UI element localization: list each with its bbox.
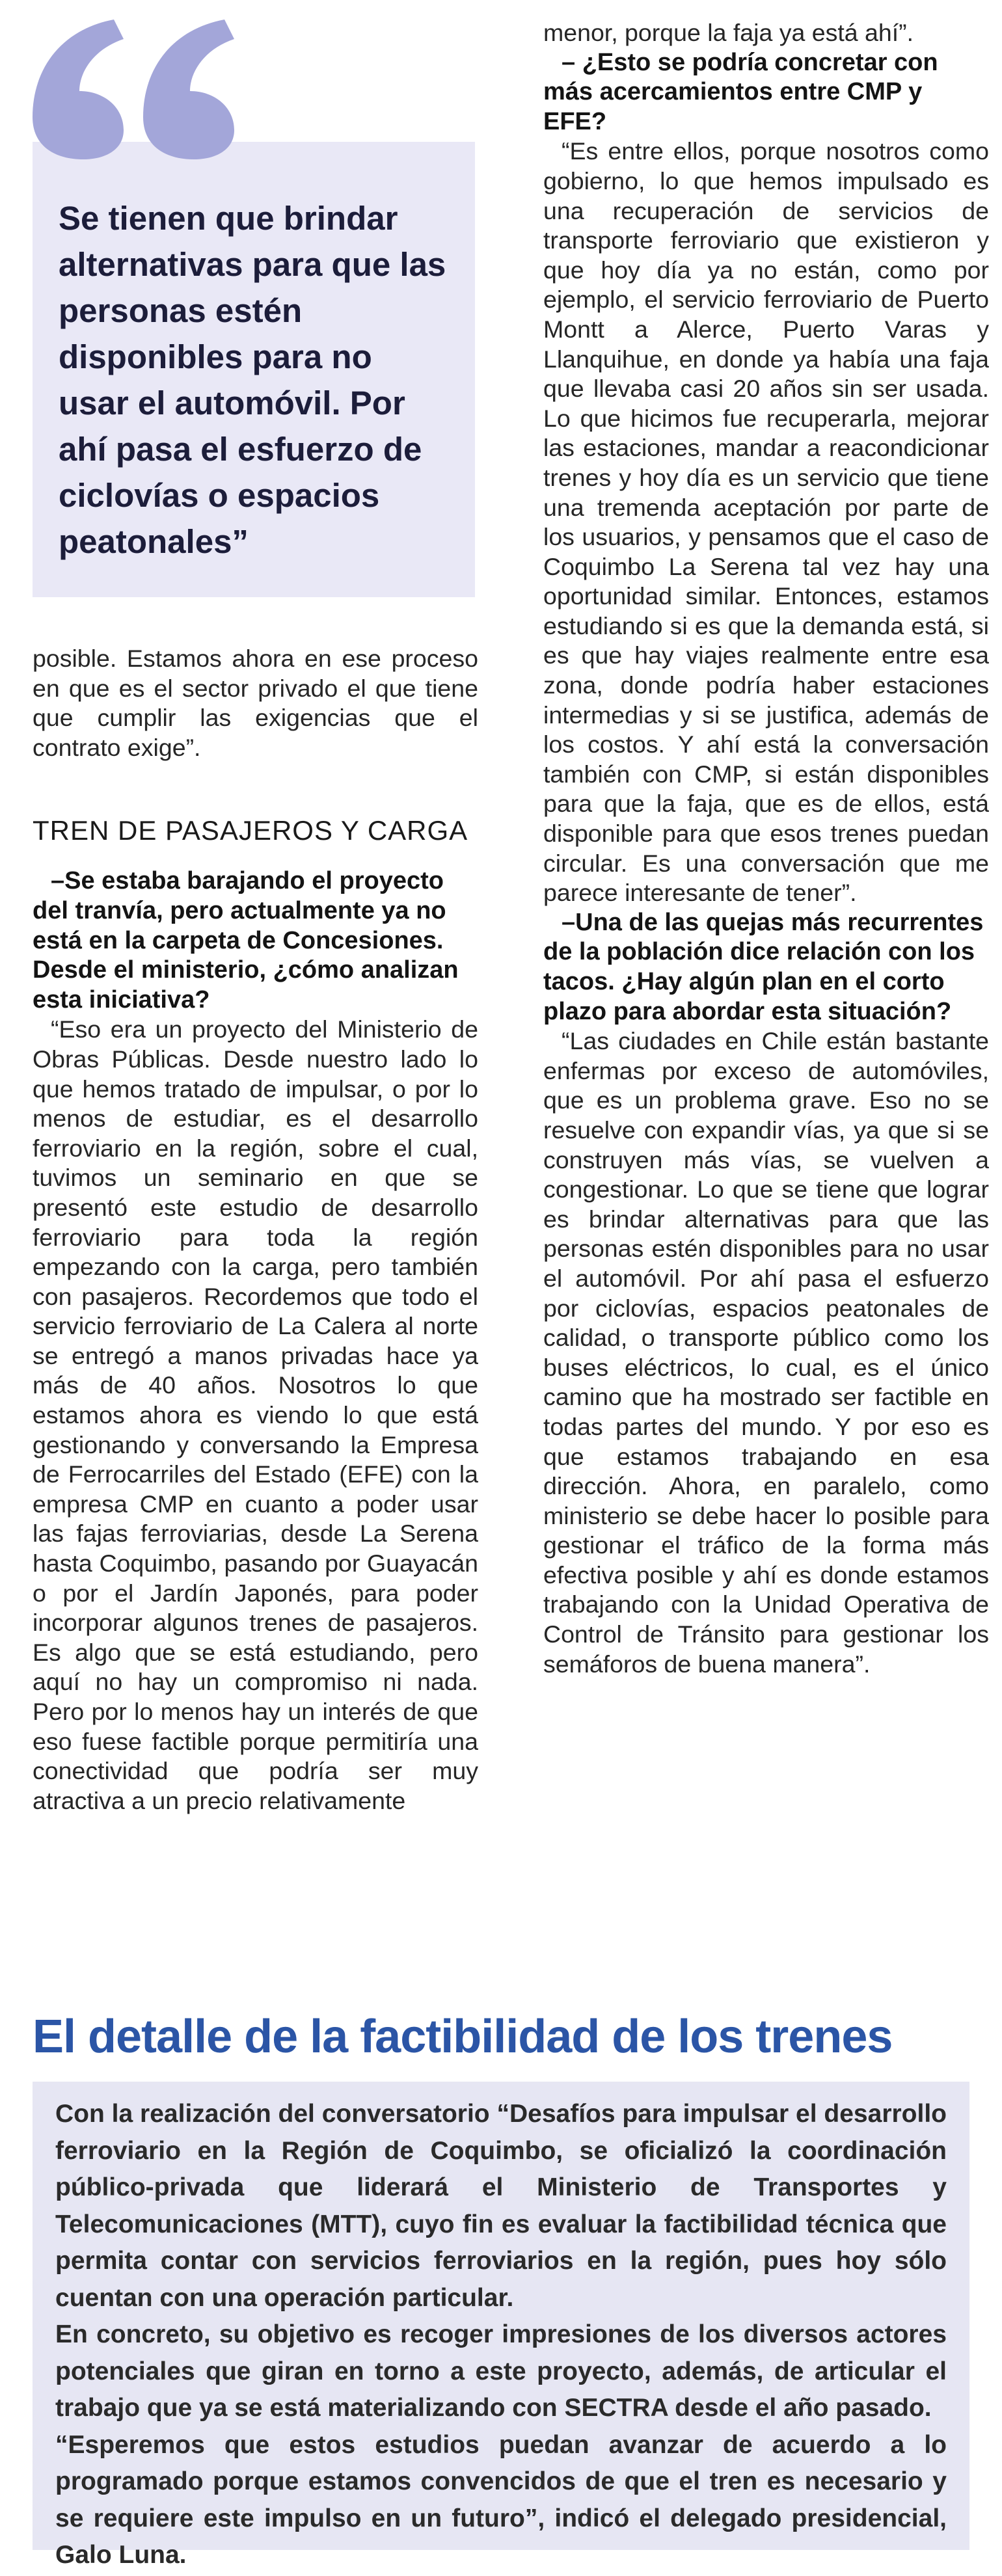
question-3: –Una de las quejas más recurrentes de la población dice relación con los tacos. ¿Hay algún plan en el corto plazo para abordar esta situación? <box>543 908 984 1025</box>
answer-3: “Las ciudades en Chile están bastante enfermas por exceso de automóviles, que es un problema grave. Eso no se resuelve con expandir vías, ya que si se construyen más vías, se vuelven a congestionar. Lo que se tiene que lograr es brindar alternativas para que las personas estén disponibles para no usar el automóvil. Por ahí pasa el esfuerzo por ciclovías, espacios peatonales de calidad, o transporte público como los buses eléctricos, lo cual, es el único camino que ha mostrado ser factible en todas partes del mundo. Y por eso es que estamos trabajando en esa dirección. Ahora, en paralelo, como ministerio se debe hacer lo posible para gestionar el tráfico de la forma más efectiva posible y ahí es donde estamos trabajando con la Unidad Operativa de Control de Tránsito para gestionar los semáforos de buena manera”. <box>543 1027 989 1678</box>
box-text <box>55 2096 947 2574</box>
box-paragraph-2: En concreto, su objetivo es recoger impresiones de los diversos actores potenciales que giran en torno a este proyecto, además, de articular el trabajo que ya se está materializando con SECTRA desde el año pasado. <box>55 2320 947 2422</box>
box-paragraph-3: “Esperemos que estos estudios puedan avanzar de acuerdo a lo programado porque estamos convencidos de que el tren es necesario y se requiere este impulso en un futuro”, indicó el delegado presidencial, Galo Luna. <box>55 2430 947 2569</box>
question-2: – ¿Esto se podría concretar con más acercamientos entre CMP y EFE? <box>543 48 938 135</box>
question-1: –Se estaba barajando el proyecto del tranvía, pero actualmente ya no está en la carpeta de Concesiones. Desde el ministerio, ¿cómo analizan esta iniciativa? <box>33 867 459 1013</box>
right-column <box>543 18 989 1679</box>
intro-paragraph: posible. Estamos ahora en ese proceso en que es el sector privado el que tiene que cumplir las exigencias que el contrato exige”. <box>33 645 478 761</box>
answer-1-continuation: menor, porque la faja ya está ahí”. <box>543 19 914 46</box>
box-paragraph-1: Con la realización del conversatorio “Desafíos para impulsar el desarrollo ferroviario en la Región de Coquimbo, se oficializó la coordinación público-privada que liderará el Ministerio de Transportes y Telecomunicaciones (MTT), cuyo fin es evaluar la factibilidad técnica que permita contar con servicios ferroviarios en la región, pues hoy sólo cuentan con una operación particular. <box>55 2100 947 2312</box>
section-heading: TREN DE PASAJEROS Y CARGA <box>33 815 468 846</box>
box-title: El detalle de la factibilidad de los trenes <box>33 2011 893 2063</box>
left-column <box>33 644 478 1816</box>
answer-2: “Es entre ellos, porque nosotros como gobierno, lo que hemos impulsado es una recuperación de servicios de transporte ferroviario que existieron y que hoy día ya no están, como por ejemplo, el servicio ferroviario de Puerto Montt a Alerce, Puerto Varas y Llanquihue, en donde ya había una faja que llevaba casi 20 años sin ser usada. Lo que hicimos fue recuperarla, mejorar las estaciones, mandar a reacondicionar trenes y hoy día es un servicio que tiene una tremenda aceptación por parte de los usuarios, y pensamos que el caso de Coquimbo La Serena tal vez hay una oportunidad similar. Entonces, estamos estudiando si es que la demanda está, si es que hay viajes realmente entre esa zona, donde podría haber estaciones intermedias y si se justifica, además de los costos. Y ahí está la conversación también con CMP, si están disponibles para que la faja, que es de ellos, está disponible para que esos trenes puedan circular. Es una conversación que me parece interesante de tener”. <box>543 137 989 907</box>
answer-1: “Eso era un proyecto del Ministerio de Obras Públicas. Desde nuestro lado lo que hemos tratado de impulsar, o por lo menos de estudiar, es el desarrollo ferroviario en la región, sobre el cual, tuvimos un seminario en que se presentó este estudio de desarrollo ferroviario para toda la región empezando con la carga, pero también con pasajeros. Recordemos que todo el servicio ferroviario de La Calera al norte se entregó a manos privadas hace ya más de 40 años. Nosotros lo que estamos ahora es viendo lo que está gestionando y conversando la Empresa de Ferrocarriles del Estado (EFE) con la empresa CMP en cuanto a poder usar las fajas ferroviarias, desde La Serena hasta Coquimbo, pasando por Guayacán o por el Jardín Japonés, para poder incorporar algunos trenes de pasajeros. Es algo que se está estudiando, pero aquí no hay un compromiso ni nada. Pero por lo menos hay un interés de que eso fuese factible porque permitiría una conectividad que podría ser muy atractiva a un precio relativamente <box>33 1015 478 1814</box>
quotation-mark-icon <box>33 20 234 159</box>
pull-quote-text: Se tienen que brindar alternativas para que las personas estén disponibles para no usar el automóvil. Por ahí pasa el esfuerzo de ciclovías o espacios peatonales” <box>59 200 446 560</box>
